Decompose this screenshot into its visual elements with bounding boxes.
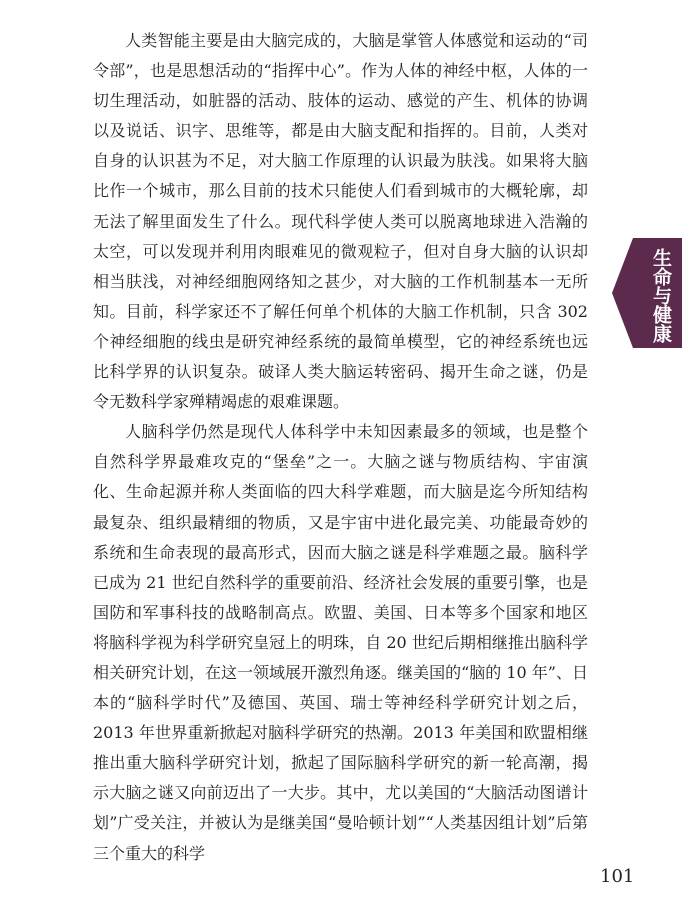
section-tab-label: 生命与健康 <box>650 248 672 343</box>
paragraph-1: 人类智能主要是由大脑完成的，大脑是掌管人体感觉和运动的“司令部”，也是思想活动的“指挥中心”。作为人体的神经中枢，人体的一切生理活动，如脏器的活动、肢体的运动、感觉的产生、机体的协调以及说话、识字、思维等，都是由大脑支配和指挥的。目前，人类对自身的认识甚为不足，对大脑工作原理的认识最为肤浅。如果将大脑比作一个城市，那么目前的技术只能使人们看到城市的大概轮廓，却无法了解里面发生了什么。现代科学使人类可以脱离地球进入浩瀚的太空，可以发现并利用肉眼难见的微观粒子，但对自身大脑的认识却相当肤浅，对神经细胞网络知之甚少，对大脑的工作机制基本一无所知。目前，科学家还不了解任何单个机体的大脑工作机制，只含 302 个神经细胞的线虫是研究神经系统的最简单模型，它的神经系统也远比科学界的认识复杂。破译人类大脑运转密码、揭开生命之谜，仍是令无数科学家殚精竭虑的艰难课题。 <box>93 31 588 412</box>
page-number: 101 <box>600 866 635 887</box>
paragraph-2: 人脑科学仍然是现代人体科学中未知因素最多的领域，也是整个自然科学界最难攻克的“堡垒”之一。大脑之谜与物质结构、宇宙演化、生命起源并称人类面临的四大科学难题，而大脑是迄今所知结构最复杂、组织最精细的物质，又是宇宙中进化最完美、功能最奇妙的系统和生命表现的最高形式，因而大脑之谜是科学难题之最。脑科学已成为 21 世纪自然科学的重要前沿、经济社会发展的重要引擎，也是国防和军事科技的战略制高点。欧盟、美国、日本等多个国家和地区将脑科学视为科学研究皇冠上的明珠，自 20 世纪后期相继推出脑科学相关研究计划，在这一领域展开激烈角逐。继美国的“脑的 10 年”、日本的“脑科学时代”及德国、英国、瑞士等神经科学研究计划之后，2013 年世界重新掀起对脑科学研究的热潮。2013 年美国和欧盟相继推出重大脑科学研究计划，掀起了国际脑科学研究的新一轮高潮，揭示大脑之谜又向前迈出了一大步。其中，尤以美国的“大脑活动图谱计划”广受关注，并被认为是继美国“曼哈顿计划”“人类基因组计划”后第三个重大的科学 <box>93 422 588 863</box>
body-text <box>93 26 588 869</box>
